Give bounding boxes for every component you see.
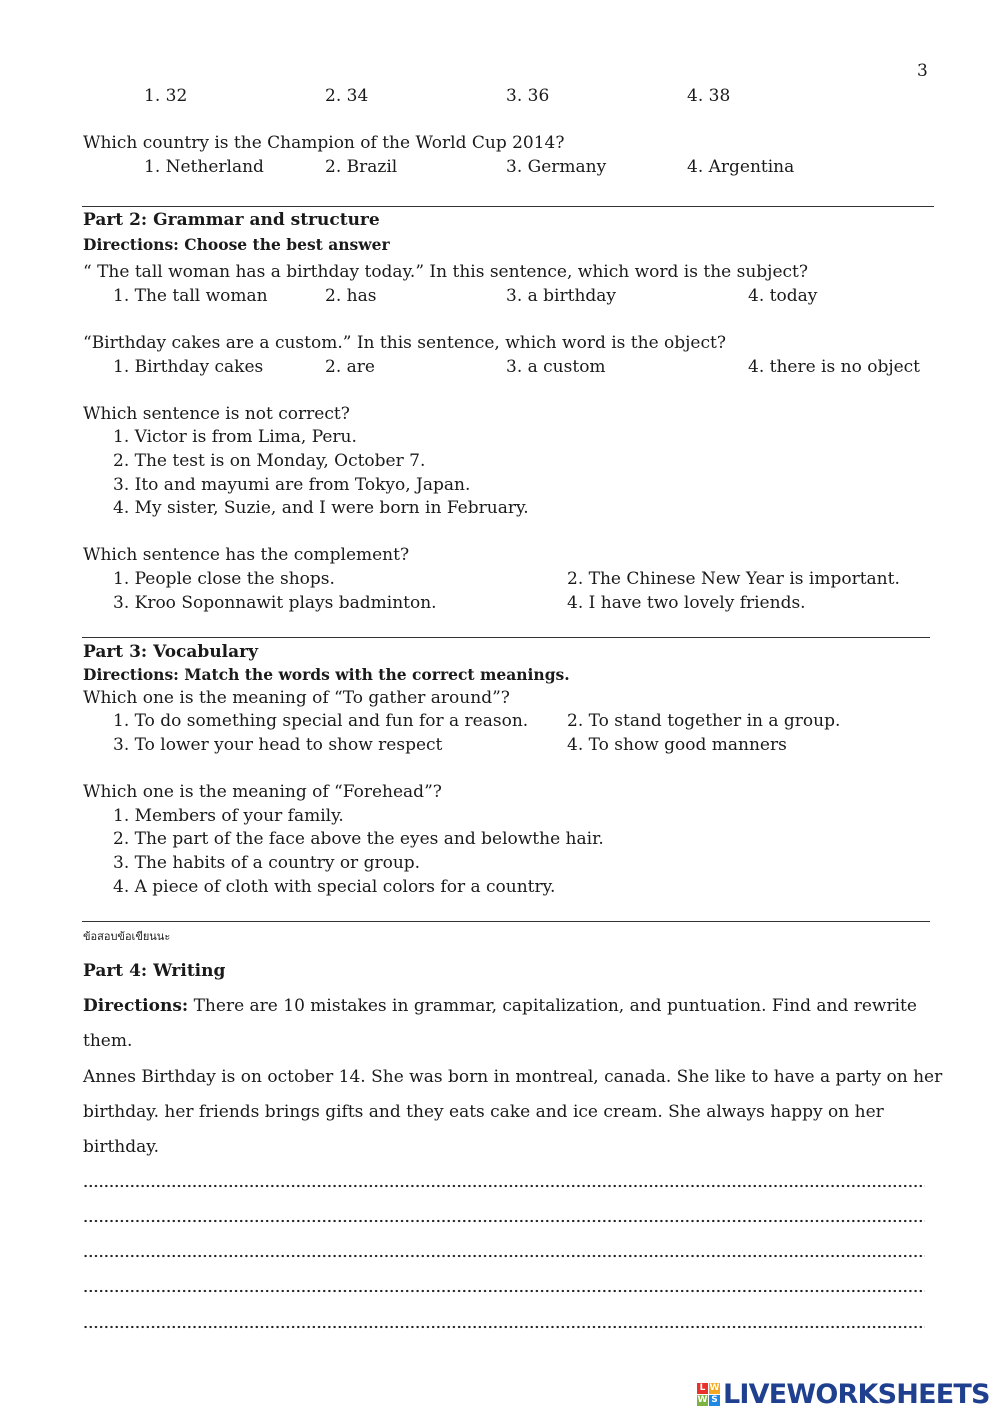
part4-directions-line2: them. (83, 1031, 133, 1051)
part4-directions-line1 (83, 995, 917, 1017)
logo-icon-s: S (709, 1395, 720, 1406)
part2-q3-option-2[interactable]: 2. The test is on Monday, October 7. (113, 451, 426, 471)
part2-q2-option-3[interactable]: 3. a custom (506, 357, 606, 377)
option-worldcup-3[interactable]: 3. Germany (506, 157, 607, 177)
option-worldcup-1[interactable]: 1. Netherland (144, 157, 264, 177)
part2-q1-option-4[interactable]: 4. today (748, 286, 818, 306)
passage-line-2: birthday. her friends brings gifts and they eats cake and ice cream. She always happy on her (83, 1102, 884, 1122)
part3-q2-option-1[interactable]: 1. Members of your family. (113, 806, 344, 826)
answer-line-1[interactable] (83, 1183, 925, 1189)
part3-q1-option-1[interactable]: 1. To do something special and fun for a reason. (113, 711, 529, 731)
part2-q1-question: “ The tall woman has a birthday today.” In this sentence, which word is the subject? (83, 262, 808, 282)
part3-q1-question: Which one is the meaning of “To gather around”? (83, 688, 510, 708)
liveworksheets-logo (697, 1378, 990, 1410)
top-option-1[interactable]: 1. 32 (144, 86, 188, 106)
passage-line-1: Annes Birthday is on october 14. She was born in montreal, canada. She like to have a party on her (83, 1067, 943, 1087)
part3-q1-option-3[interactable]: 3. To lower your head to show respect (113, 735, 443, 755)
part3-directions: Directions: Match the words with the correct meanings. (83, 665, 570, 684)
logo-text: LIVEWORKSHEETS (723, 1378, 990, 1410)
divider (82, 206, 934, 207)
answer-line-2[interactable] (83, 1218, 925, 1224)
top-option-4[interactable]: 4. 38 (687, 86, 731, 106)
question-worldcup: Which country is the Champion of the World Cup 2014? (83, 133, 565, 153)
top-option-2[interactable]: 2. 34 (325, 86, 369, 106)
part2-q1-option-2[interactable]: 2. has (325, 286, 377, 306)
part2-q2-question: “Birthday cakes are a custom.” In this sentence, which word is the object? (83, 333, 726, 353)
part2-q4-option-1[interactable]: 1. People close the shops. (113, 569, 335, 589)
part4-directions-label: Directions: (83, 996, 189, 1016)
logo-icon-l: L (697, 1383, 708, 1394)
part3-q2-option-4[interactable]: 4. A piece of cloth with special colors for a country. (113, 877, 556, 897)
divider (82, 637, 930, 638)
part2-q4-option-4[interactable]: 4. I have two lovely friends. (567, 593, 806, 613)
thai-note: ข้อสอบข้อเขียนนะ (83, 930, 171, 943)
logo-icon-w1: W (709, 1383, 720, 1393)
part2-q3-option-3[interactable]: 3. Ito and mayumi are from Tokyo, Japan. (113, 475, 471, 495)
part3-q2-option-2[interactable]: 2. The part of the face above the eyes and belowthe hair. (113, 829, 604, 849)
part2-q1-option-1[interactable]: 1. The tall woman (113, 286, 268, 306)
part3-q1-option-2[interactable]: 2. To stand together in a group. (567, 711, 841, 731)
part2-q3-question: Which sentence is not correct? (83, 404, 350, 424)
part2-q4-option-3[interactable]: 3. Kroo Soponnawit plays badminton. (113, 593, 437, 613)
part2-directions: Directions: Choose the best answer (83, 235, 390, 254)
part2-q4-option-2[interactable]: 2. The Chinese New Year is important. (567, 569, 900, 589)
part3-q2-option-3[interactable]: 3. The habits of a country or group. (113, 853, 421, 873)
part3-title: Part 3: Vocabulary (83, 642, 258, 662)
part2-q1-option-3[interactable]: 3. a birthday (506, 286, 617, 306)
answer-line-4[interactable] (83, 1288, 925, 1294)
answer-line-5[interactable] (83, 1324, 925, 1330)
option-worldcup-4[interactable]: 4. Argentina (687, 157, 795, 177)
part2-q3-option-4[interactable]: 4. My sister, Suzie, and I were born in February. (113, 498, 529, 518)
part2-q4-question: Which sentence has the complement? (83, 545, 410, 565)
part2-q2-option-4[interactable]: 4. there is no object (748, 357, 921, 377)
part4-directions-text: There are 10 mistakes in grammar, capitalization, and puntuation. Find and rewrite (188, 996, 917, 1016)
page-number: 3 (917, 61, 928, 81)
part2-title: Part 2: Grammar and structure (83, 210, 380, 230)
part2-q2-option-2[interactable]: 2. are (325, 357, 375, 377)
top-option-3[interactable]: 3. 36 (506, 86, 550, 106)
part2-q2-option-1[interactable]: 1. Birthday cakes (113, 357, 264, 377)
passage-line-3: birthday. (83, 1137, 159, 1157)
logo-icon (697, 1383, 720, 1406)
option-worldcup-2[interactable]: 2. Brazil (325, 157, 398, 177)
part3-q1-option-4[interactable]: 4. To show good manners (567, 735, 787, 755)
part2-q3-option-1[interactable]: 1. Victor is from Lima, Peru. (113, 427, 357, 447)
answer-line-3[interactable] (83, 1253, 925, 1259)
divider (82, 921, 930, 922)
part4-title: Part 4: Writing (83, 961, 226, 981)
part3-q2-question: Which one is the meaning of “Forehead”? (83, 782, 442, 802)
logo-icon-w2: W (697, 1395, 708, 1405)
